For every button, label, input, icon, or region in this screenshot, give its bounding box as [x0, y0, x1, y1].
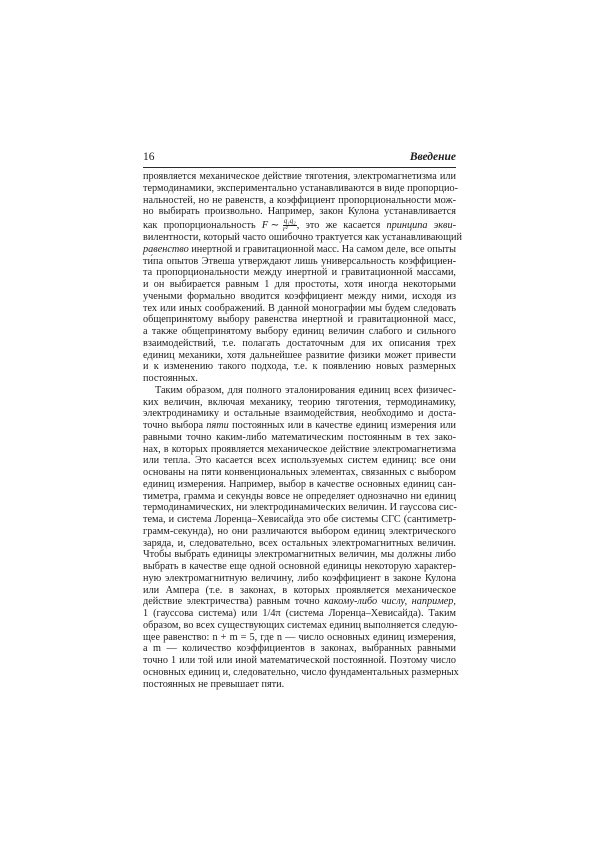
page-number: 16 [143, 151, 155, 163]
coulomb-formula [262, 218, 297, 233]
text-line: та пропорциональности между инертной и гравитационной массами, [143, 267, 456, 279]
text-line: термодинамических, ни электродинамических величин. И гауссова сис- [143, 502, 457, 514]
text-line: равными точно каким-либо математическим постоянным в тех зако- [143, 431, 456, 443]
text-line: нах, в которых проявляется механическое действие электромагнетизма [143, 443, 456, 455]
text-line: Таким образом, для полного эталонирования единиц всех физичес- [155, 384, 456, 396]
text-span: действие электричества) равным точно [143, 596, 320, 608]
fraction-denominator: r² [282, 225, 288, 233]
text-span: точно выбора [143, 420, 204, 431]
formula-line [143, 218, 456, 232]
text-span: постоянных или в качестве единиц измерения или [232, 420, 456, 431]
text-line: термодинамики, экспериментально устанавливаются в виде пропорцио- [143, 182, 459, 194]
formula-lhs: F ∼ [261, 219, 280, 231]
text-span: как пропорциональность [143, 219, 256, 231]
text-line: выбрать в качестве еще одной основной единицы некоторую характер- [143, 561, 456, 572]
text-line: основаны на пяти конвенциональных элементах, связанных с выбором [143, 467, 456, 478]
text-line: единиц механики, хотя дальнейшее развитие физики может привести [143, 349, 456, 361]
text-line: тех или иных соображений. В данной монографии мы будем следовать [143, 302, 456, 314]
text-line: или Ампера (т.е. в законах, в которых проявляется механическое [143, 584, 456, 596]
body-text [143, 171, 462, 690]
text-line: взаимодействий, т.е. полагать достаточным для их описания трех [143, 337, 456, 349]
text-line: 1 (гауссова система) или 1/4π (система Лоренца–Хевисайда). Таким [143, 608, 456, 619]
header-rule [143, 167, 456, 168]
text-line: образом, во всех существующих системах единиц выполняется следую- [143, 619, 458, 631]
text-line: постоянных не превышает пяти. [143, 678, 285, 690]
text-line: ких величин, включая механику, теорию тяготения, термодинамику, [143, 396, 456, 408]
text-line [143, 420, 456, 432]
italic-word: равенство [143, 243, 189, 255]
text-line: электродинамику и остальные взаимодействия, необходимо и доста- [143, 408, 456, 420]
text-line: вилентности, который часто ошибочно трактуется как устанавливающий [143, 232, 462, 243]
italic-phrase: какому-либо числу, например, [324, 596, 456, 608]
text-line [143, 596, 456, 608]
text-line: грамм-секунда), но они различаются выбором единиц электрического [143, 525, 456, 537]
text-line: точно 1 или той или иной математической постоянной. Поэтому число [143, 655, 456, 666]
text-line: и к изменению такого подхода, т.е. к появлению новых размерных [143, 361, 456, 373]
text-line: и он выбирается равным 1 для простоты, хотя иногда некоторыми [143, 279, 456, 290]
text-line: но выбирать произвольно. Например, закон Кулона устанавливается [143, 206, 456, 218]
text-line [143, 244, 456, 256]
fraction-numerator: q₁q₂ [283, 217, 296, 225]
text-line: заряда, и, следовательно, всех остальных электромагнитных величин. [143, 537, 456, 549]
text-line: общепринятому выбору равенства инертной и гравитационной масс, [143, 314, 456, 326]
italic-word: пяти [206, 420, 229, 431]
fraction [283, 218, 297, 233]
text-line: Чтобы выбрать единицы электромагнитных величин, мы должны либо [143, 549, 456, 561]
text-span: инертной и гравитационной масс. На самом деле, все опыты [191, 243, 457, 255]
text-span: , это же касается [296, 219, 381, 231]
italic-phrase: принципа экви- [386, 219, 456, 231]
running-title: Введение [409, 151, 456, 163]
text-line: ти́па опытов Этвеша утверждают лишь универсальность коэффициен- [143, 255, 456, 267]
text-line: или тепла. Это касается всех используемых систем единиц: все они [143, 455, 456, 467]
text-line: ную электромагнитную величину, либо коэффициент в законе Кулона [143, 572, 456, 584]
text-line: нальностей, но не равенств, а коэффициент пропорциональности мож- [143, 194, 456, 206]
text-line: проявляется механическое действие тяготения, электромагнетизма или [143, 171, 456, 182]
text-line: а также общепринятому выбору единиц величин слабого и сильного [143, 326, 456, 337]
text-line: единиц измерения. Например, выбор в качестве основных единиц сан- [143, 478, 456, 490]
text-line: тиметра, грамма и секунды вовсе не определяет однозначно ни единиц [143, 490, 456, 502]
text-line: учеными формально вводится коэффициент между ними, исходя из [143, 290, 456, 302]
text-line: а m — количество коэффициентов в законах, выбранных равными [143, 643, 456, 655]
text-line: тема, и система Лоренца–Хевисайда это обе системы СГС (сантиметр- [143, 514, 456, 525]
text-line: постоянных. [143, 373, 198, 384]
page-header [143, 151, 456, 167]
text-line: основных единиц и, следовательно, число фундаментальных размерных [143, 666, 459, 678]
text-line: щее равенство: n + m = 5, где n — число основных единиц измерения, [143, 631, 456, 643]
